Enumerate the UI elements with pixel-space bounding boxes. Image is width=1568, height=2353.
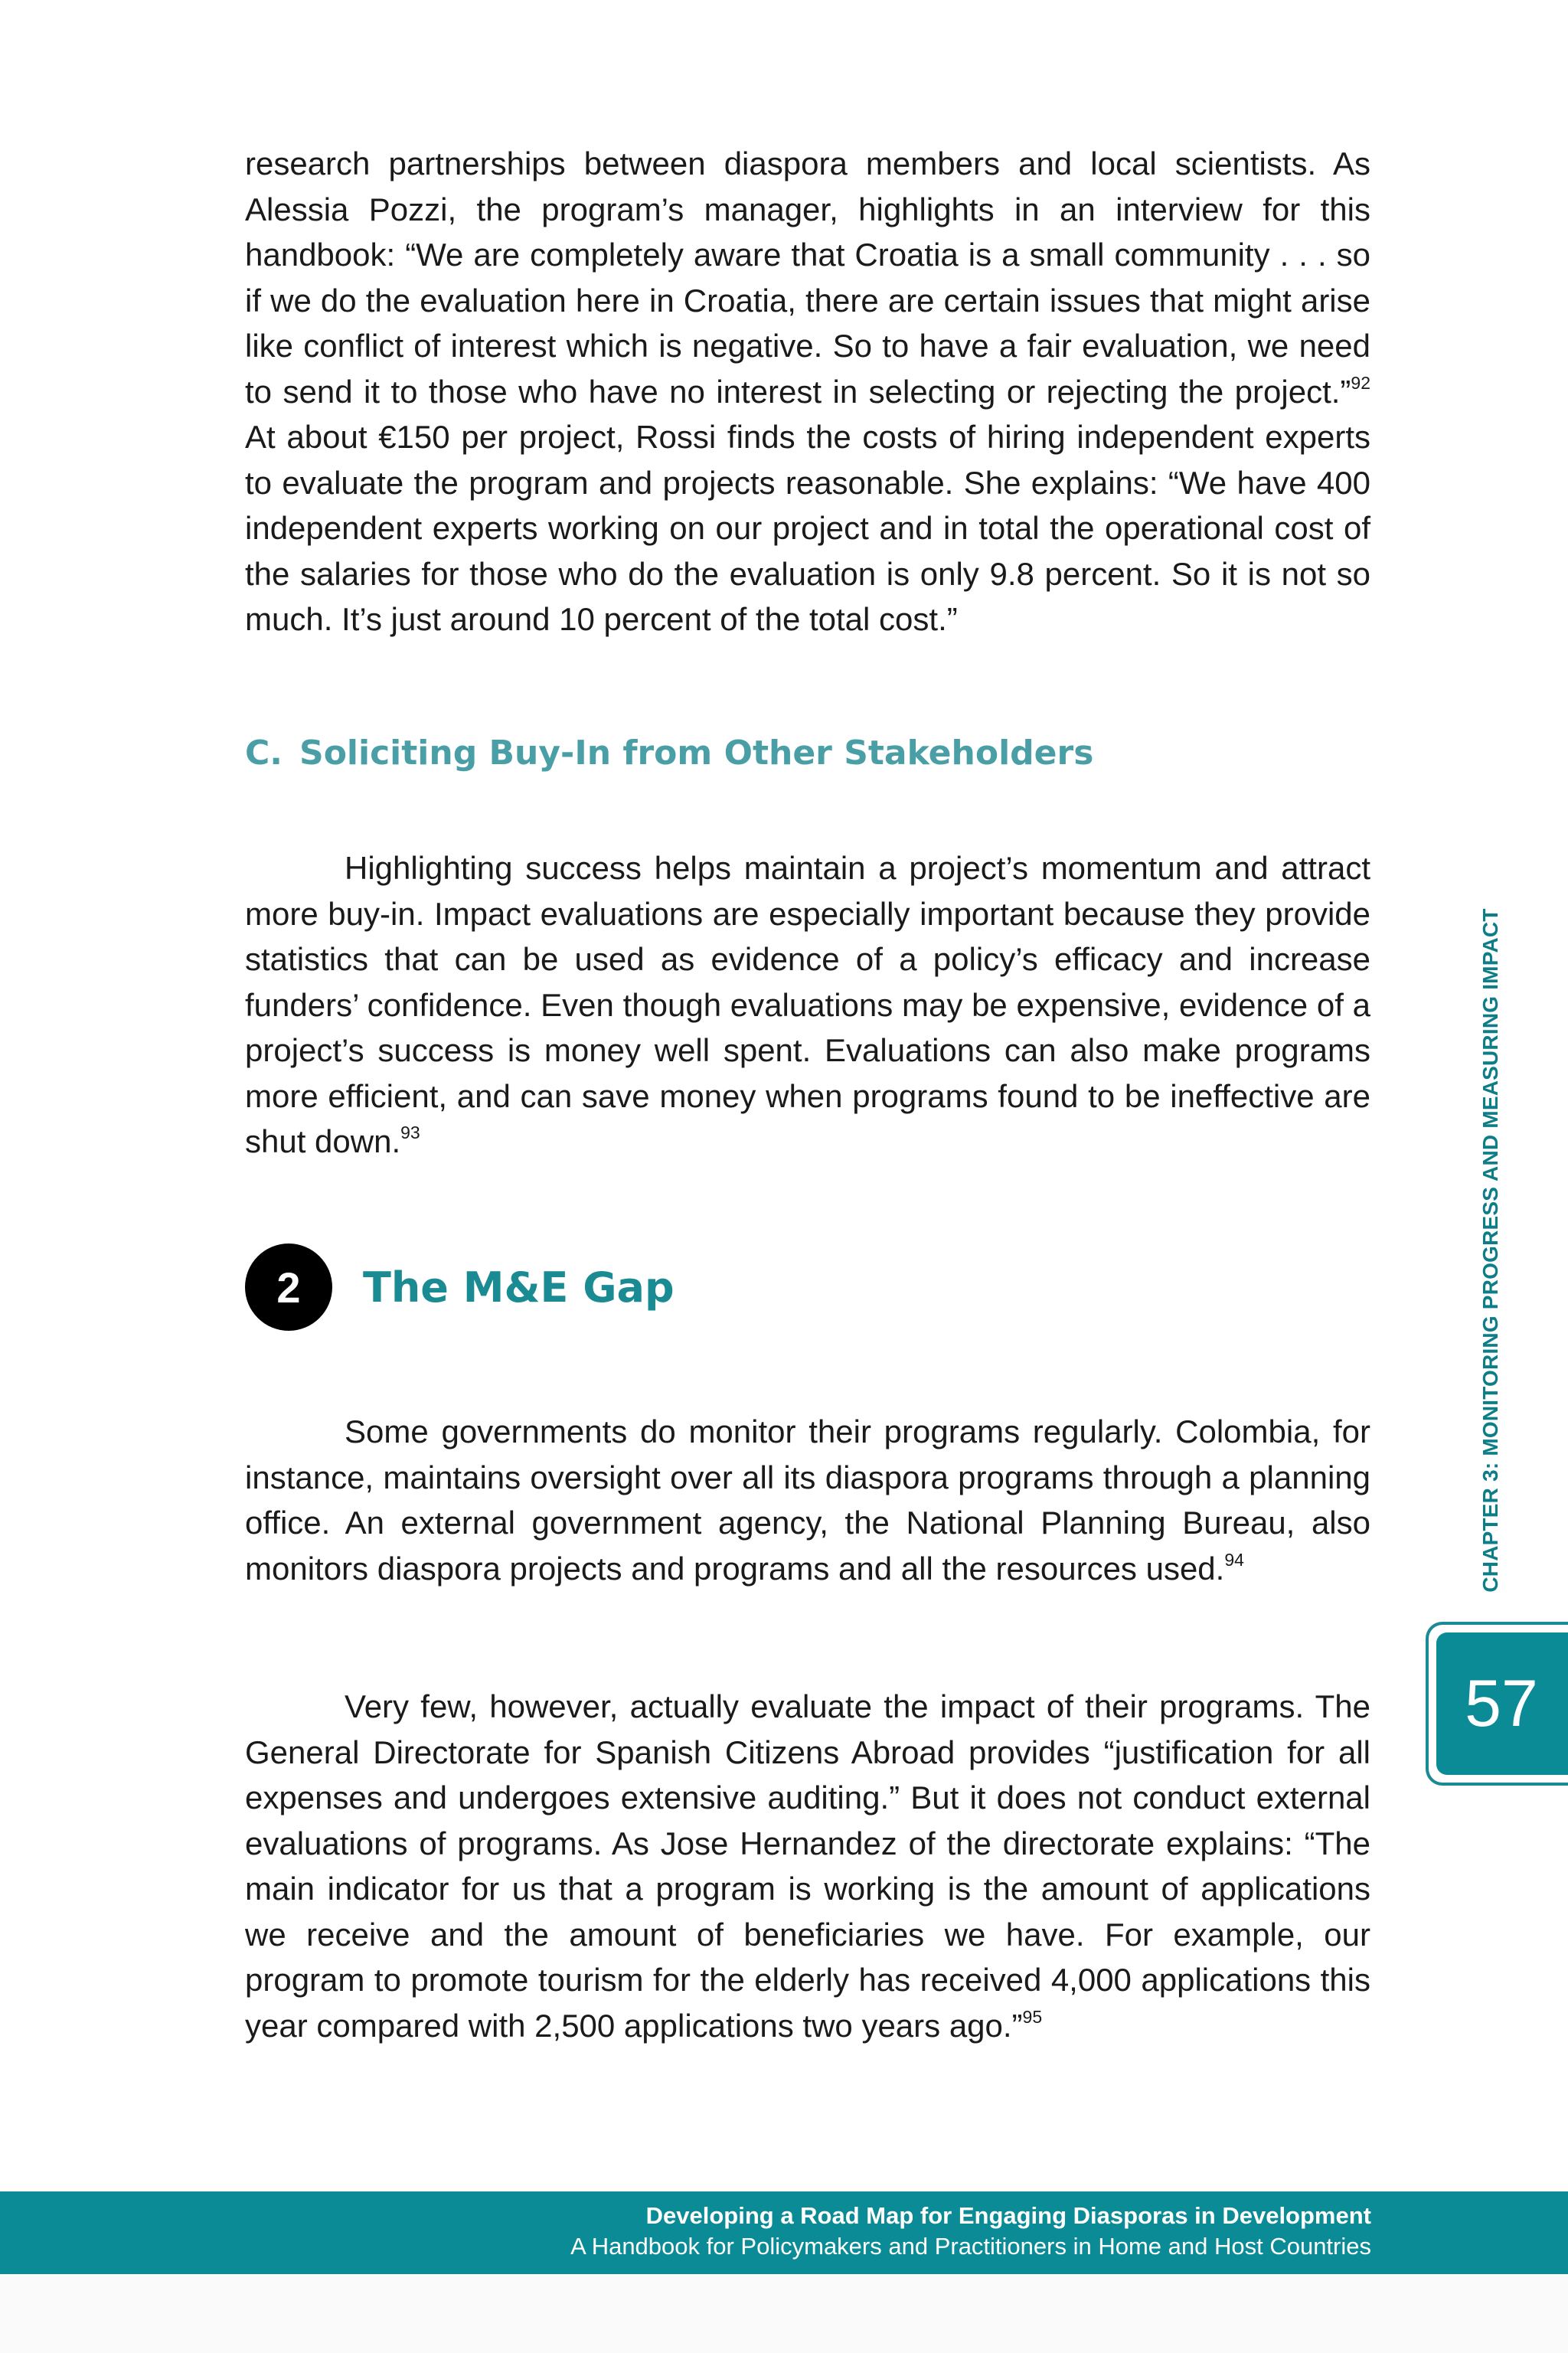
footer-title: Developing a Road Map for Engaging Diasporas in Development: [645, 2202, 1371, 2229]
section-title: The M&E Gap: [363, 1263, 675, 1312]
bottom-margin: [0, 2274, 1568, 2353]
subsection-letter: C.: [245, 734, 283, 773]
paragraph-continued: [245, 141, 1370, 642]
paragraph-text: Some governments do monitor their programs regularly. Colombia, for instance, maintains oversight over all its diaspora programs through a planning office. An external government agency, the National Planning Bureau, also monitors diaspora projects and programs and all the resources used.: [245, 1413, 1370, 1587]
paragraph-text: At about €150 per project, Rossi finds the costs of hiring independent experts to evaluate the program and projects reasonable. She explains: “We have 400 independent experts working on our project and in total the operational cost of the salaries for those who do the evaluation is only 9.8 percent. So it is not so much. It’s just around 10 percent of the total cost.”: [245, 419, 1370, 637]
footnote-ref[interactable]: 95: [1022, 2006, 1043, 2027]
paragraph-text: Very few, however, actually evaluate the impact of their programs. The General Directorate for Spanish Citizens Abroad provides “justification for all expenses and undergoes extensive auditing.” But it does not conduct external evaluations of programs. As Jose Hernandez of the directorate explains: “The main indicator for us that a program is working is the amount of applications we receive and the amount of beneficiaries we have. For example, our program to promote tourism for the elderly has received 4,000 applications this year compared with 2,500 applications two years ago.”: [245, 1688, 1370, 2044]
section-heading: [245, 1243, 675, 1331]
page-number-tab: [1426, 1622, 1568, 1786]
paragraph-text: Highlighting success helps maintain a project’s momentum and attract more buy-in. Impact evaluations are especially important because they provide statistics that can be used as evidence of a policy’s efficacy and increase funders’ confidence. Even though evaluations may be expensive, evidence of a project’s success is money well spent. Evaluations can also make programs more efficient, and can save money when programs found to be ineffective are shut down.: [245, 850, 1370, 1159]
page-footer: [0, 2191, 1568, 2274]
subsection-heading: [245, 734, 1093, 773]
paragraph-highlighting-success: [245, 845, 1370, 1165]
page-number: 57: [1436, 1632, 1568, 1775]
subsection-title: Soliciting Buy-In from Other Stakeholders: [299, 734, 1094, 773]
footnote-ref[interactable]: 94: [1224, 1549, 1244, 1570]
paragraph-governments-monitor: [245, 1409, 1370, 1591]
section-number-badge: 2: [245, 1243, 332, 1331]
footnote-ref[interactable]: 93: [400, 1123, 420, 1142]
paragraph-few-evaluate: [245, 1684, 1370, 2048]
paragraph-text: research partnerships between diaspora members and local scientists. As Alessia Pozzi, the program’s manager, highlights in an interview for this handbook: “We are completely aware that Croatia is a small community . . . so if we do the evaluation here in Croatia, there are certain issues that might arise like conflict of interest which is negative. So to have a fair evaluation, we need to send it to those who have no interest in selecting or rejecting the project.”: [245, 145, 1370, 410]
chapter-side-label: CHAPTER 3: MONITORING PROGRESS AND MEASURING IMPACT: [1478, 908, 1502, 1593]
footnote-ref[interactable]: 92: [1351, 372, 1370, 393]
footer-subtitle: A Handbook for Policymakers and Practitioners in Home and Host Countries: [570, 2233, 1371, 2260]
